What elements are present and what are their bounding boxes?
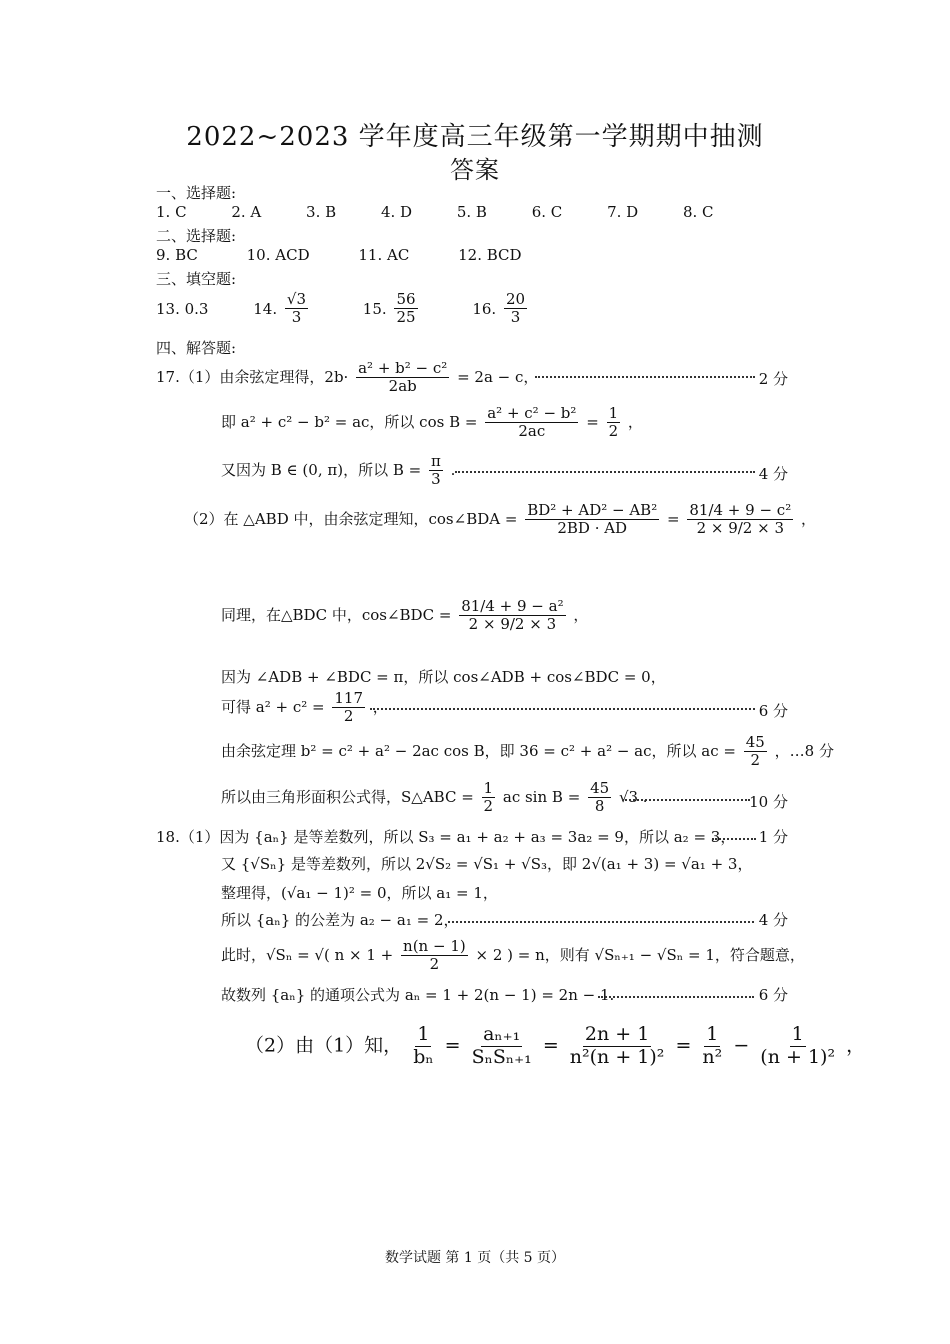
- q18-line-7: （2）由（1）知， $\frac{1}{\text{bₙ}}$ = $\frac{\text{aₙ₊₁}}{\text{SₙSₙ₊₁}}$ = $\frac{2n + 1}{\text{n²(n + 1)²}}$ = $\frac{1}{\text{n²}}$ − $\frac{1}{\text{(n + 1)²}}$ ，: [245, 1023, 866, 1068]
- score-leader: [598, 996, 754, 998]
- fraction: $\frac{√3}{3}$: [286, 290, 307, 327]
- q17-line-1: 17.（1）由余弦定理得，2b· $\frac{\text{a² + b² − c²}}{2ab}$ = 2a − c，: [156, 359, 539, 396]
- q17-line-7: 可得 a² + c² = $\frac{117}{2}$ ，: [221, 689, 388, 726]
- section-heading-multi: 二、选择题:: [156, 227, 237, 245]
- fraction: $\frac{\text{a² + b² − c²}}{2ab}$: [358, 359, 448, 396]
- page-subtitle: 答案: [450, 156, 500, 184]
- fraction: $\frac{\text{81/4 + 9 − c²}}{2 \times 9/2 \times 3}$: [689, 501, 792, 538]
- score-leader: [712, 838, 756, 840]
- score-mark: 4 分: [758, 911, 788, 929]
- fraction: $\frac{45}{8}$: [590, 779, 610, 816]
- q17-line-6: 因为 ∠ADB + ∠BDC = π，所以 cos∠ADB + cos∠BDC = 0，: [221, 668, 666, 686]
- score-leader: [622, 799, 750, 801]
- answer-label: 15.: [362, 299, 387, 318]
- score-mark: 1 分: [758, 828, 788, 846]
- q17-line-9: 所以由三角形面积公式得，S△ABC = $\frac{1}{2}$ ac sin B = $\frac{45}{8}$ √3 .: [221, 779, 648, 816]
- fraction: $\frac{\text{aₙ₊₁}}{\text{SₙSₙ₊₁}}$: [471, 1023, 532, 1068]
- score-leader: [455, 471, 755, 473]
- score-leader: [448, 921, 754, 923]
- score-mark: 6 分: [758, 702, 788, 720]
- answer-item: 5. B: [456, 203, 487, 221]
- q18-line-6: 故数列 {aₙ} 的通项公式为 aₙ = 1 + 2(n − 1) = 2n − 1.: [221, 986, 615, 1004]
- score-mark: 4 分: [758, 465, 788, 483]
- q17-line-3: 又因为 B ∈ (0, π)，所以 B = $\frac{\pi}{3}$ .: [221, 452, 456, 489]
- q18-line-1: 18.（1）因为 {aₙ} 是等差数列，所以 S₃ = a₁ + a₂ + a₃ = 3a₂ = 9，所以 a₂ = 3，: [156, 828, 736, 846]
- multi-answers-row: [156, 246, 562, 264]
- q17-line-4: （2）在 △ABD 中，由余弦定理知，cos∠BDA = $\frac{\text{BD² + AD² − AB²}}{2BD \cdot AD}$ = $\frac{\text{81/4 + 9 − c²}}{2 \times 9/2 \times 3}$ ，: [184, 501, 817, 538]
- fraction: $\frac{\text{BD² + AD² − AB²}}{2BD \cdot AD}$: [527, 501, 658, 538]
- score-leader: [535, 376, 755, 378]
- answer-item: 2. A: [231, 203, 262, 221]
- score-mark: 2 分: [758, 370, 788, 388]
- choice-answers-row: [156, 203, 754, 221]
- page-footer: 数学试题 第 1 页（共 5 页）: [384, 1250, 566, 1266]
- fraction: $\frac{\text{a² + c² − b²}}{2ac}$: [487, 404, 577, 441]
- fraction: $\frac{1}{\text{(n + 1)²}}$: [760, 1023, 836, 1068]
- answer-item: 4. D: [380, 203, 413, 221]
- answer-item: 6. C: [531, 203, 563, 221]
- answer-label: 14.: [253, 299, 278, 318]
- page-title: 2022~2023 学年度高三年级第一学期期中抽测: [186, 122, 764, 152]
- section-heading-solve: 四、解答题:: [156, 339, 237, 357]
- answer-item: 8. C: [682, 203, 714, 221]
- score-mark: 6 分: [758, 986, 788, 1004]
- fraction: $\frac{1}{\text{bₙ}}$: [413, 1023, 434, 1068]
- fraction: $\frac{117}{2}$: [334, 689, 364, 726]
- answer-label: 16.: [472, 299, 497, 318]
- answer-item: 11. AC: [358, 246, 410, 264]
- answer-item: 7. D: [607, 203, 639, 221]
- answer-item: 3. B: [306, 203, 337, 221]
- fraction: $\frac{45}{2}$: [745, 733, 765, 770]
- q18-line-3: 整理得，(√a₁ − 1)² = 0，所以 a₁ = 1，: [221, 884, 498, 902]
- fraction: $\frac{\pi}{3}$: [430, 452, 441, 489]
- fraction: $\frac{20}{3}$: [505, 290, 526, 327]
- fraction: $\frac{1}{2}$: [483, 779, 494, 816]
- fraction: $\frac{n(n - 1)}{2}$: [403, 937, 466, 974]
- answer-item: 1. C: [156, 203, 187, 221]
- fraction: $\frac{1}{\text{n²}}$: [702, 1023, 723, 1068]
- q17-line-5: 同理，在△BDC 中，cos∠BDC = $\frac{\text{81/4 + 9 − a²}}{2 \times 9/2 \times 3}$ ，: [221, 597, 589, 634]
- fill-answers-row: [156, 291, 530, 327]
- answer-item: 10. ACD: [246, 246, 310, 264]
- fraction: $\frac{1}{2}$: [608, 404, 619, 441]
- q17-line-2: 即 a² + c² − b² = ac，所以 cos B = $\frac{\text{a² + c² − b²}}{2ac}$ = $\frac{1}{2}$ ，: [221, 404, 643, 441]
- fraction: $\frac{2n + 1}{\text{n²(n + 1)²}}$: [569, 1023, 665, 1068]
- section-heading-fill: 三、填空题:: [156, 270, 237, 288]
- q18-line-2: 又 {√Sₙ} 是等差数列，所以 2√S₂ = √S₁ + √S₃，即 2√(a₁ + 3) = √a₁ + 3，: [221, 855, 753, 873]
- q18-line-5: 此时，√Sₙ = √( n × 1 + $\frac{n(n - 1)}{2}$ × 2 ) = n，则有 √Sₙ₊₁ − √Sₙ = 1，符合题意，: [221, 937, 805, 974]
- score-leader: [370, 708, 755, 710]
- fraction: $\frac{56}{25}$: [396, 290, 416, 327]
- answer-item: 12. BCD: [458, 246, 522, 264]
- fraction: $\frac{\text{81/4 + 9 − a²}}{2 \times 9/2 \times 3}$: [461, 597, 564, 634]
- score-mark: 10 分: [749, 793, 788, 811]
- answer-item: 9. BC: [156, 246, 198, 264]
- q18-line-4: 所以 {aₙ} 的公差为 a₂ − a₁ = 2，: [221, 911, 459, 929]
- q17-line-8: 由余弦定理 b² = c² + a² − 2ac cos B，即 36 = c² + a² − ac，所以 ac = $\frac{45}{2}$ ，…8 分: [221, 733, 834, 770]
- section-heading-choice: 一、选择题:: [156, 184, 237, 202]
- answer-item: 13. 0.3: [156, 299, 209, 318]
